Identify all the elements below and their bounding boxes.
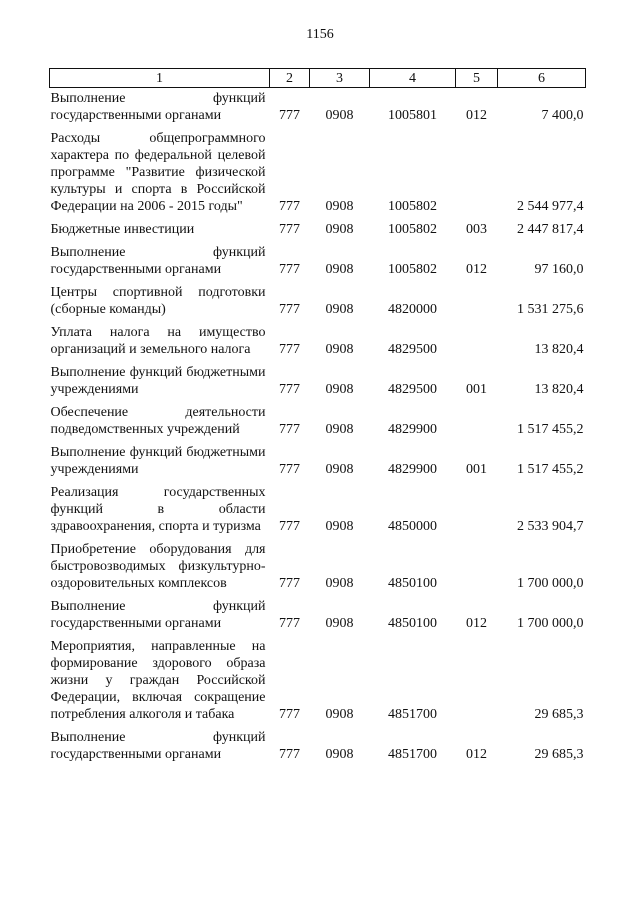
- row-expense-type: 003: [466, 222, 487, 237]
- row-expense-type: [456, 400, 498, 440]
- row-amount: 2 533 904,7: [517, 519, 584, 534]
- row-section-code: 0908: [325, 422, 354, 437]
- table-row: [50, 126, 586, 217]
- row-target-code: 4829500: [388, 342, 437, 357]
- row-target-code: 1005802: [388, 222, 437, 237]
- table-row: [50, 280, 586, 320]
- table-row: [50, 440, 586, 480]
- table-row: [50, 480, 586, 537]
- row-name: Бюджетные инвестиции: [50, 222, 195, 237]
- row-name: Мероприятия, направленные на формирование здорового образа жизни у граждан Российской Федерации, включая сокращение потребления алкоголя и табака: [50, 639, 266, 722]
- row-section-code: 0908: [325, 342, 354, 357]
- row-ministry-code: 777: [279, 262, 300, 277]
- table-row: [50, 240, 586, 280]
- row-section-code: 0908: [325, 747, 354, 762]
- row-section-code: 0908: [325, 262, 354, 277]
- row-section-code: 0908: [325, 302, 354, 317]
- row-ministry-code: 777: [279, 302, 300, 317]
- row-section-code: 0908: [325, 616, 354, 631]
- row-expense-type: [456, 537, 498, 594]
- page-number: 1156: [306, 27, 334, 42]
- header-row: [50, 69, 586, 88]
- row-ministry-code: 777: [279, 199, 300, 214]
- row-name: Выполнение функций бюджетными учреждениями: [50, 365, 266, 397]
- row-ministry-code: 777: [279, 342, 300, 357]
- row-target-code: 4851700: [388, 707, 437, 722]
- row-section-code: 0908: [325, 576, 354, 591]
- row-ministry-code: 777: [279, 108, 300, 123]
- header-cell-3: 3: [310, 69, 370, 88]
- row-expense-type: 001: [466, 382, 487, 397]
- row-expense-type: 012: [466, 262, 487, 277]
- row-target-code: 1005802: [388, 199, 437, 214]
- row-name: Выполнение функций государственными органами: [50, 245, 266, 277]
- row-section-code: 0908: [325, 108, 354, 123]
- row-expense-type: [456, 320, 498, 360]
- header-cell-6: 6: [498, 69, 586, 88]
- row-expense-type: 012: [466, 108, 487, 123]
- row-name: Расходы общепрограммного характера по федеральной целевой программе "Развитие физической культуры и спорта в Российской Федерации на 2006 - 2015 годы": [50, 131, 266, 214]
- row-target-code: 4820000: [388, 302, 437, 317]
- row-name: Выполнение функций государственными органами: [50, 91, 266, 123]
- row-section-code: 0908: [325, 382, 354, 397]
- budget-table: [49, 68, 586, 765]
- row-target-code: 4850100: [388, 616, 437, 631]
- row-target-code: 1005801: [388, 108, 437, 123]
- row-expense-type: 012: [466, 616, 487, 631]
- row-expense-type: [456, 634, 498, 725]
- header-cell-5: 5: [456, 69, 498, 88]
- row-section-code: 0908: [325, 707, 354, 722]
- row-expense-type: [456, 126, 498, 217]
- row-ministry-code: 777: [279, 519, 300, 534]
- row-amount: 13 820,4: [534, 342, 584, 357]
- row-name: Выполнение функций бюджетными учреждениями: [50, 445, 266, 477]
- row-target-code: 4829500: [388, 382, 437, 397]
- row-target-code: 4829900: [388, 422, 437, 437]
- header-cell-2: 2: [270, 69, 310, 88]
- row-target-code: 4850000: [388, 519, 437, 534]
- row-amount: 1 517 455,2: [517, 422, 584, 437]
- row-amount: 1 700 000,0: [517, 576, 584, 591]
- table-row: [50, 320, 586, 360]
- table-row: [50, 725, 586, 765]
- row-expense-type: [456, 280, 498, 320]
- row-ministry-code: 777: [279, 222, 300, 237]
- row-section-code: 0908: [325, 519, 354, 534]
- table-row: [50, 594, 586, 634]
- row-amount: 2 544 977,4: [517, 199, 584, 214]
- row-name: Центры спортивной подготовки (сборные команды): [50, 285, 266, 317]
- row-name: Реализация государственных функций в области здравоохранения, спорта и туризма: [50, 485, 266, 534]
- row-section-code: 0908: [325, 199, 354, 214]
- table-row: [50, 360, 586, 400]
- row-ministry-code: 777: [279, 462, 300, 477]
- table-row: [50, 634, 586, 725]
- row-name: Обеспечение деятельности подведомственных учреждений: [50, 405, 266, 437]
- table-row: [50, 400, 586, 440]
- row-amount: 29 685,3: [534, 747, 584, 762]
- row-amount: 1 700 000,0: [517, 616, 584, 631]
- row-target-code: 1005802: [388, 262, 437, 277]
- row-amount: 29 685,3: [534, 707, 584, 722]
- row-ministry-code: 777: [279, 382, 300, 397]
- row-amount: 97 160,0: [534, 262, 584, 277]
- row-name: Выполнение функций государственными органами: [50, 599, 266, 631]
- row-expense-type: 001: [466, 462, 487, 477]
- row-name: Выполнение функций государственными органами: [50, 730, 266, 762]
- header-cell-1: 1: [50, 69, 270, 88]
- table-row: [50, 88, 586, 127]
- row-ministry-code: 777: [279, 747, 300, 762]
- row-section-code: 0908: [325, 462, 354, 477]
- row-target-code: 4850100: [388, 576, 437, 591]
- row-amount: 13 820,4: [534, 382, 584, 397]
- row-ministry-code: 777: [279, 616, 300, 631]
- header-cell-4: 4: [370, 69, 456, 88]
- row-amount: 1 531 275,6: [517, 302, 584, 317]
- row-target-code: 4829900: [388, 462, 437, 477]
- row-expense-type: 012: [466, 747, 487, 762]
- row-section-code: 0908: [325, 222, 354, 237]
- row-amount: 7 400,0: [541, 108, 584, 123]
- row-amount: 1 517 455,2: [517, 462, 584, 477]
- table-row: [50, 217, 586, 240]
- row-name: Приобретение оборудования для быстровозводимых физкультурно-оздоровительных комплексов: [50, 542, 266, 591]
- row-target-code: 4851700: [388, 747, 437, 762]
- row-name: Уплата налога на имущество организаций и земельного налога: [50, 325, 266, 357]
- row-expense-type: [456, 480, 498, 537]
- row-ministry-code: 777: [279, 576, 300, 591]
- row-ministry-code: 777: [279, 707, 300, 722]
- row-amount: 2 447 817,4: [517, 222, 584, 237]
- table-row: [50, 537, 586, 594]
- row-ministry-code: 777: [279, 422, 300, 437]
